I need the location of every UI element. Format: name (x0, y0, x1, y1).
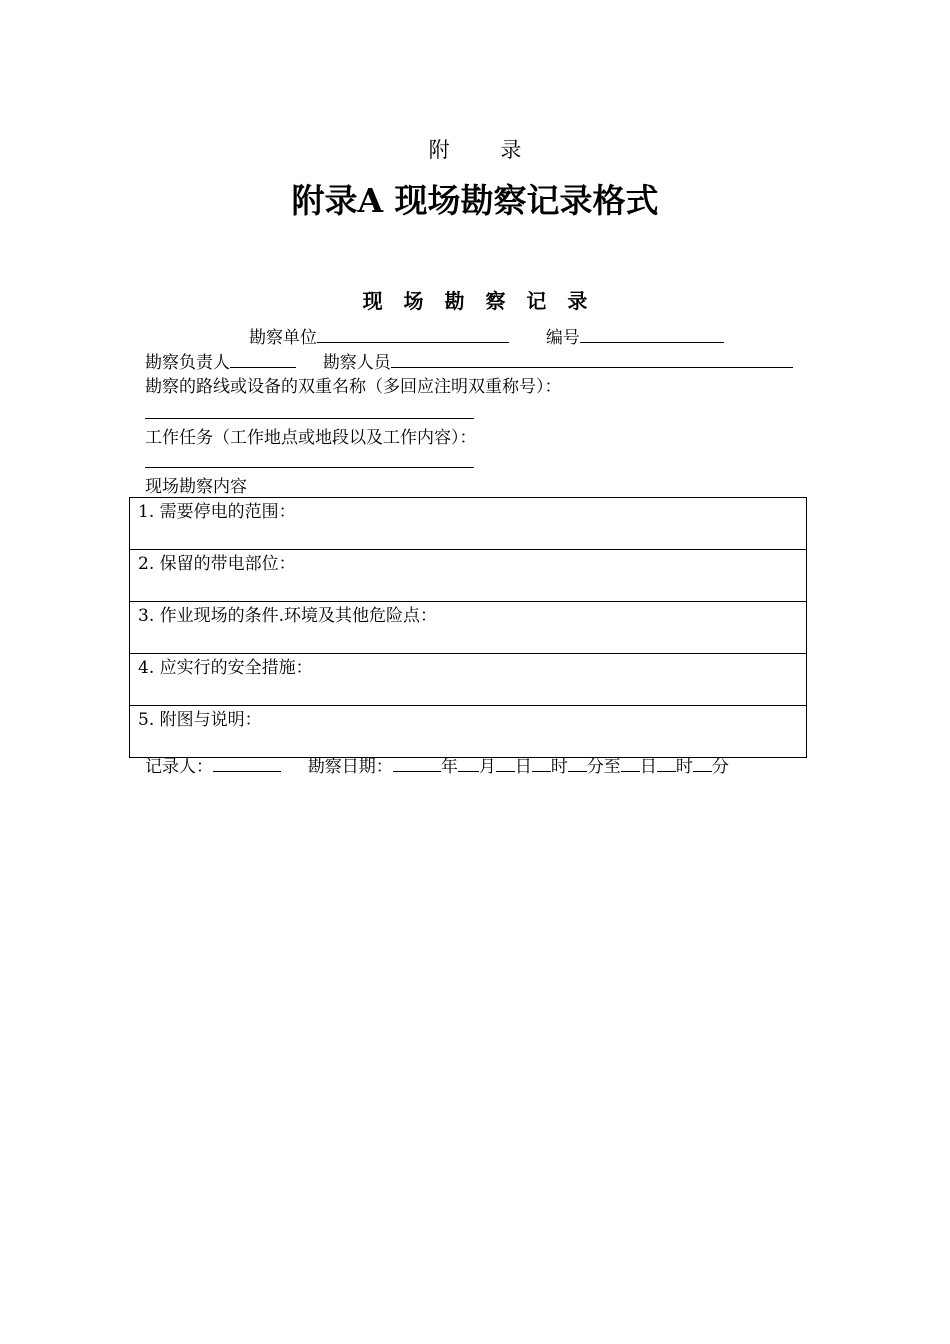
form-title: 现 场 勘 察 记 录 (362, 289, 595, 313)
day2-unit: 日 (639, 757, 657, 777)
hour2-field[interactable] (657, 755, 676, 772)
item-live-parts[interactable]: 2. 保留的带电部位： (130, 550, 807, 602)
recorder-field[interactable] (213, 755, 281, 772)
day-field[interactable] (496, 755, 515, 772)
month-field[interactable] (458, 755, 479, 772)
year-unit: 年 (440, 757, 458, 777)
recorder-label: 记录人： (145, 757, 213, 777)
personnel-row (145, 351, 793, 374)
hour2-unit: 时 (675, 757, 693, 777)
table-row (130, 706, 807, 758)
leader-field[interactable] (230, 351, 296, 368)
unit-label: 勘察单位 (249, 328, 317, 348)
content-label: 现场勘察内容 (145, 477, 247, 497)
minute-to-unit: 分至 (586, 757, 621, 777)
month-unit: 月 (478, 757, 496, 777)
route-label: 勘察的路线或设备的双重名称（多回应注明双重称号）： (145, 377, 562, 397)
unit-row (249, 326, 724, 349)
day-unit: 日 (514, 757, 532, 777)
footer-row (145, 755, 729, 778)
day2-field[interactable] (621, 755, 640, 772)
number-field[interactable] (580, 326, 724, 343)
item-power-outage-scope[interactable]: 1. 需要停电的范围： (130, 498, 807, 550)
minute2-field[interactable] (693, 755, 712, 772)
unit-field[interactable] (317, 326, 509, 343)
hour-field[interactable] (532, 755, 551, 772)
table-row (130, 498, 807, 550)
staff-field[interactable] (391, 351, 793, 368)
minute-field[interactable] (568, 755, 587, 772)
staff-label: 勘察人员 (322, 353, 391, 373)
year-field[interactable] (393, 755, 441, 772)
date-label: 勘察日期： (307, 757, 393, 777)
survey-content-table (129, 497, 807, 758)
route-field[interactable] (145, 418, 474, 419)
task-field[interactable] (145, 467, 474, 468)
minute2-unit: 分 (711, 757, 729, 777)
item-safety-measures[interactable]: 4. 应实行的安全措施： (130, 654, 807, 706)
appendix-heading: 附 录 (428, 138, 544, 162)
number-label: 编号 (545, 328, 580, 348)
table-row (130, 602, 807, 654)
task-label: 工作任务（工作地点或地段以及工作内容）： (145, 428, 477, 448)
table-row (130, 654, 807, 706)
page-title: 附录A 现场勘察记录格式 (291, 181, 659, 220)
leader-label: 勘察负责人 (145, 353, 230, 373)
item-attachments[interactable]: 5. 附图与说明： (130, 706, 807, 758)
table-row (130, 550, 807, 602)
hour-unit: 时 (550, 757, 568, 777)
item-site-conditions[interactable]: 3. 作业现场的条件.环境及其他危险点： (130, 602, 807, 654)
